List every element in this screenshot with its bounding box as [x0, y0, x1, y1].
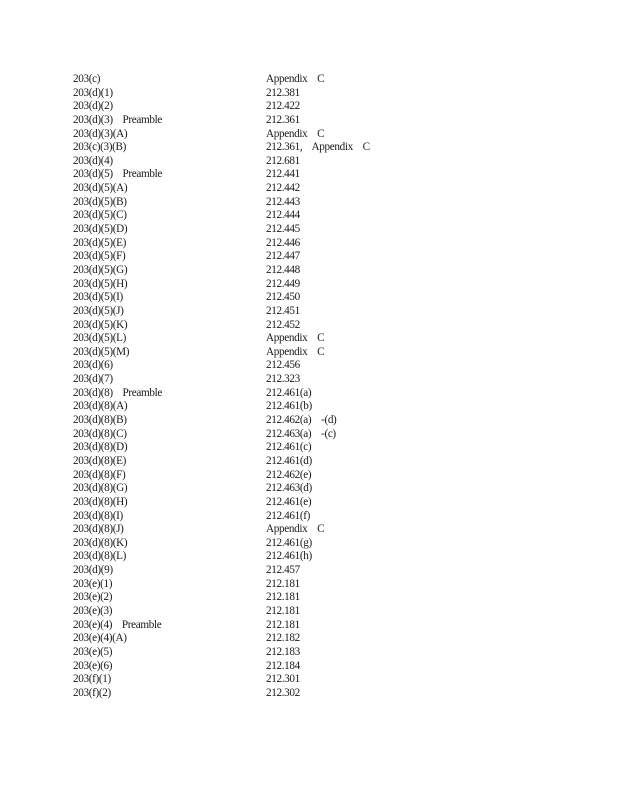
section-number: 203(f)(2) [73, 686, 111, 699]
table-row [73, 455, 393, 469]
section-number: 203(e)(4)(A) [73, 632, 127, 645]
section-number: 203(d)(5)(B) [73, 195, 127, 208]
table-row [73, 537, 393, 551]
regulation-reference: 212.381 [266, 86, 300, 99]
section-number: 203(d)(8)(G) [73, 482, 128, 495]
section-number: 203(c) [73, 73, 101, 85]
regulation-reference: 212.323 [266, 373, 300, 386]
section-number: 203(d)(8)(E) [73, 454, 126, 467]
section-number: 203(d)(8)(F) [73, 468, 126, 481]
section-number: 203(d)(5)(M) [73, 345, 130, 358]
table-row [73, 100, 393, 114]
section-number: 203(d)(8)(C) [73, 427, 127, 440]
table-row [73, 223, 393, 237]
table-row [73, 469, 393, 483]
section-number: 203(d)(8) Preamble [73, 386, 162, 399]
table-row [73, 564, 393, 578]
table-row [73, 428, 393, 442]
section-number: 203(e)(5) [73, 645, 113, 658]
section-number: 203(d)(3) Preamble [73, 113, 162, 126]
regulation-reference: 212.361, Appendix C [266, 141, 370, 154]
section-number: 203(d)(8)(B) [73, 414, 127, 427]
regulation-reference: 212.449 [266, 277, 300, 290]
regulation-reference: 212.461(c) [266, 441, 312, 454]
section-number: 203(f)(1) [73, 673, 111, 686]
section-number: 203(c)(3)(B) [73, 141, 126, 154]
section-number: 203(d)(5)(L) [73, 332, 126, 345]
table-row [73, 591, 393, 605]
regulation-reference: 212.462(a) -(d) [266, 414, 337, 427]
regulation-reference: 212.448 [266, 263, 300, 276]
regulation-reference: 212.462(e) [266, 468, 312, 481]
regulation-reference: Appendix C [266, 332, 325, 345]
section-number: 203(d)(9) [73, 564, 113, 577]
section-number: 203(d)(5)(E) [73, 236, 126, 249]
regulation-reference: 212.461(h) [266, 550, 312, 563]
section-number: 203(d)(8)(I) [73, 509, 123, 522]
table-row [73, 578, 393, 592]
table-row [73, 182, 393, 196]
section-number: 203(d)(5)(G) [73, 263, 128, 276]
table-row [73, 387, 393, 401]
table-row [73, 359, 393, 373]
cross-reference-table [73, 73, 393, 700]
table-row [73, 168, 393, 182]
regulation-reference: 212.181 [266, 604, 300, 617]
table-row [73, 414, 393, 428]
table-row [73, 619, 393, 633]
table-row [73, 196, 393, 210]
regulation-reference: 212.182 [266, 632, 300, 645]
table-row [73, 291, 393, 305]
regulation-reference: 212.681 [266, 154, 300, 167]
section-number: 203(e)(2) [73, 591, 113, 604]
table-row [73, 632, 393, 646]
regulation-reference: 212.361 [266, 113, 300, 126]
table-row [73, 605, 393, 619]
regulation-reference: 212.422 [266, 100, 300, 113]
regulation-reference: Appendix C [266, 73, 325, 85]
table-row [73, 155, 393, 169]
section-number: 203(d)(1) [73, 86, 113, 99]
regulation-reference: 212.450 [266, 291, 300, 304]
regulation-reference: 212.451 [266, 304, 300, 317]
table-row [73, 278, 393, 292]
section-number: 203(d)(8)(L) [73, 550, 126, 563]
regulation-reference: Appendix C [266, 127, 325, 140]
section-number: 203(e)(4) Preamble [73, 618, 162, 631]
table-row [73, 87, 393, 101]
regulation-reference: 212.461(g) [266, 536, 312, 549]
regulation-reference: 212.301 [266, 673, 300, 686]
section-number: 203(d)(7) [73, 373, 113, 386]
regulation-reference: 212.447 [266, 250, 300, 263]
section-number: 203(d)(8)(A) [73, 400, 128, 413]
section-number: 203(d)(6) [73, 359, 113, 372]
regulation-reference: 212.461(d) [266, 454, 312, 467]
table-row [73, 346, 393, 360]
section-number: 203(e)(3) [73, 604, 113, 617]
table-row [73, 141, 393, 155]
regulation-reference: 212.461(f) [266, 509, 311, 522]
table-row [73, 441, 393, 455]
table-row [73, 73, 393, 87]
table-row [73, 687, 393, 701]
table-row [73, 373, 393, 387]
regulation-reference: 212.441 [266, 168, 300, 181]
section-number: 203(d)(5)(J) [73, 304, 124, 317]
section-number: 203(d)(8)(H) [73, 495, 128, 508]
section-number: 203(d)(5)(C) [73, 209, 127, 222]
regulation-reference: 212.181 [266, 618, 300, 631]
regulation-reference: 212.457 [266, 564, 300, 577]
table-row [73, 209, 393, 223]
table-row [73, 400, 393, 414]
regulation-reference: 212.183 [266, 645, 300, 658]
section-number: 203(d)(4) [73, 154, 113, 167]
table-row [73, 550, 393, 564]
table-row [73, 496, 393, 510]
regulation-reference: 212.184 [266, 659, 300, 672]
section-number: 203(e)(1) [73, 577, 113, 590]
section-number: 203(e)(6) [73, 659, 113, 672]
regulation-reference: 212.461(a) [266, 386, 312, 399]
section-number: 203(d)(5) Preamble [73, 168, 162, 181]
section-number: 203(d)(5)(D) [73, 223, 128, 236]
regulation-reference: 212.446 [266, 236, 300, 249]
regulation-reference: 212.181 [266, 577, 300, 590]
regulation-reference: 212.461(e) [266, 495, 312, 508]
regulation-reference: Appendix C [266, 345, 325, 358]
section-number: 203(d)(8)(K) [73, 536, 128, 549]
regulation-reference: 212.461(b) [266, 400, 312, 413]
table-row [73, 305, 393, 319]
regulation-reference: 212.456 [266, 359, 300, 372]
section-number: 203(d)(5)(K) [73, 318, 128, 331]
table-row [73, 646, 393, 660]
section-number: 203(d)(8)(J) [73, 523, 124, 536]
regulation-reference: 212.442 [266, 182, 300, 195]
table-row [73, 264, 393, 278]
section-number: 203(d)(2) [73, 100, 113, 113]
table-row [73, 319, 393, 333]
section-number: 203(d)(5)(H) [73, 277, 128, 290]
regulation-reference: 212.443 [266, 195, 300, 208]
table-row [73, 114, 393, 128]
table-row [73, 510, 393, 524]
section-number: 203(d)(8)(D) [73, 441, 128, 454]
table-row [73, 660, 393, 674]
regulation-reference: 212.463(d) [266, 482, 312, 495]
table-row [73, 482, 393, 496]
section-number: 203(d)(5)(F) [73, 250, 126, 263]
table-row [73, 128, 393, 142]
table-row [73, 523, 393, 537]
regulation-reference: 212.445 [266, 223, 300, 236]
regulation-reference: 212.181 [266, 591, 300, 604]
table-row [73, 237, 393, 251]
regulation-reference: 212.444 [266, 209, 300, 222]
regulation-reference: Appendix C [266, 523, 325, 536]
regulation-reference: 212.452 [266, 318, 300, 331]
table-row [73, 332, 393, 346]
section-number: 203(d)(3)(A) [73, 127, 128, 140]
table-row [73, 250, 393, 264]
table-row [73, 673, 393, 687]
regulation-reference: 212.302 [266, 686, 300, 699]
section-number: 203(d)(5)(I) [73, 291, 123, 304]
section-number: 203(d)(5)(A) [73, 182, 128, 195]
regulation-reference: 212.463(a) -(c) [266, 427, 336, 440]
